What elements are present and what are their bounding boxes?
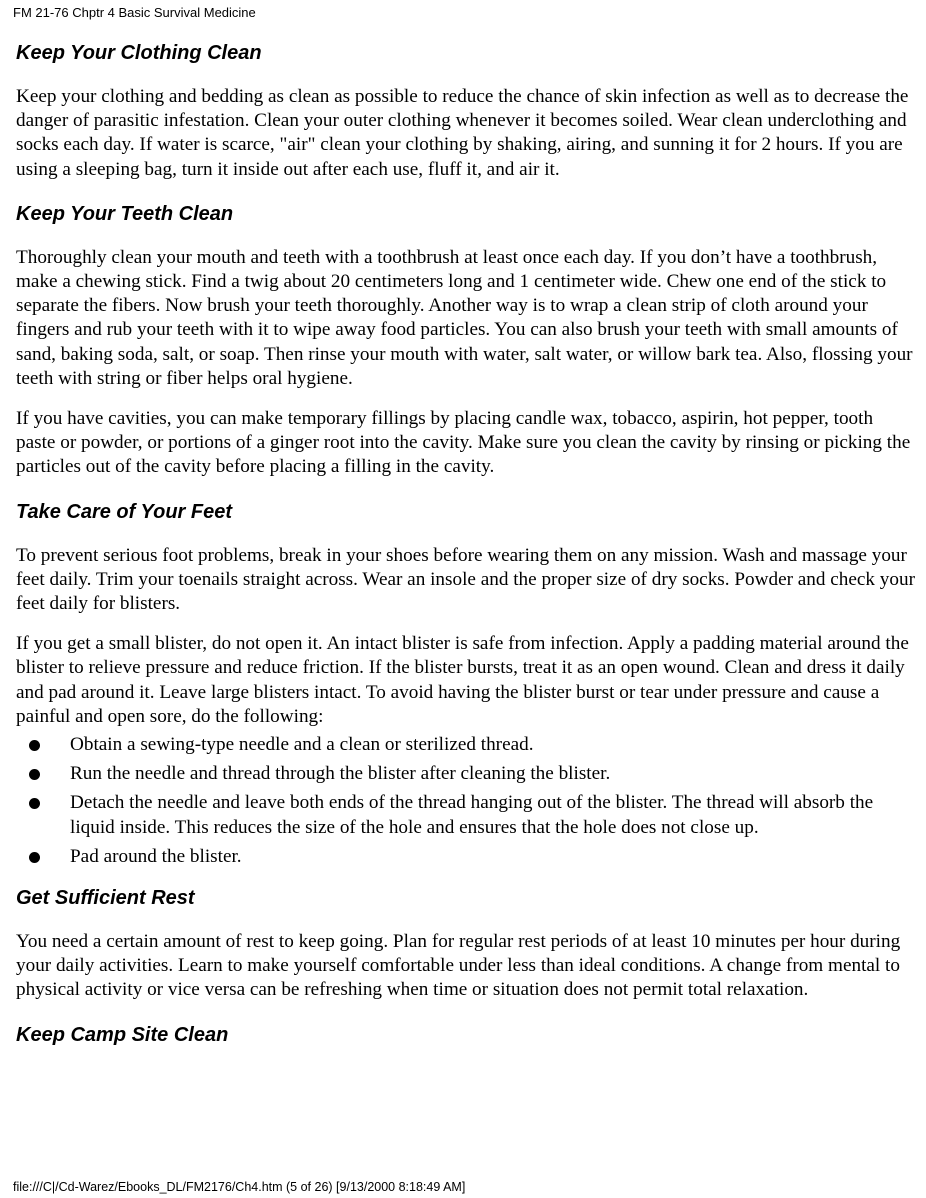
heading-clothing: Keep Your Clothing Clean [16, 42, 262, 64]
bullet-icon [29, 852, 40, 863]
bullet-icon [29, 740, 40, 751]
list-item-text: Pad around the blister. [70, 845, 242, 867]
heading-feet: Take Care of Your Feet [16, 500, 232, 523]
list-item [16, 791, 916, 839]
heading-teeth: Keep Your Teeth Clean [16, 202, 234, 225]
bullet-icon [29, 769, 40, 780]
heading-rest: Get Sufficient Rest [16, 887, 195, 910]
list-item-text: Obtain a sewing-type needle and a clean or sterilized thread. [70, 734, 534, 756]
bullet-icon [29, 798, 40, 809]
list-item [16, 733, 916, 757]
paragraph-feet-2: If you get a small blister, do not open it. An intact blister is safe from infection. Apply a padding material around the blister to relieve pressure and reduce friction. If the blister bursts, treat it as an open wound. Clean and dress it daily and pad around it. Leave large blisters intact. To avoid having the blister burst or tear under pressure and cause a painful and open sore, do the following: [16, 633, 909, 727]
list-item-text: Detach the needle and leave both ends of the thread hanging out of the blister. The thread will absorb the liquid inside. This reduces the size of the hole and ensures that the hole does not close up. [70, 792, 874, 838]
heading-camp: Keep Camp Site Clean [16, 1023, 229, 1046]
paragraph-feet-1: To prevent serious foot problems, break in your shoes before wearing them on any mission. Wash and massage your feet daily. Trim your toenails straight across. Wear an insole and the proper size of dry socks. Powder and check your feet daily for blisters. [16, 544, 915, 615]
paragraph-clothing: Keep your clothing and bedding as clean as possible to reduce the chance of skin infection as well as to decrease the danger of parasitic infestation. Clean your outer clothing whenever it becomes soiled. Wear clean underclothing and socks each day. If water is scarce, "air" clean your clothing by shaking, airing, and sunning it for 2 hours. If you are using a sleeping bag, turn it inside out after each use, fluff it, and air it. [16, 86, 909, 180]
page-footer: file:///C|/Cd-Warez/Ebooks_DL/FM2176/Ch4.htm (5 of 26) [9/13/2000 8:18:49 AM] [13, 1180, 466, 1194]
list-item [16, 762, 916, 786]
page-header: FM 21-76 Chptr 4 Basic Survival Medicine [13, 5, 256, 20]
document-body [16, 40, 916, 1048]
paragraph-teeth-1: Thoroughly clean your mouth and teeth with a toothbrush at least once each day. If you don’t have a toothbrush, make a chewing stick. Find a twig about 20 centimeters long and 1 centimeter wide. Chew one end of the stick to separate the fibers. Now brush your teeth thoroughly. Another way is to wrap a clean strip of cloth around your fingers and rub your teeth with it to wipe away food particles. You can also brush your teeth with small amounts of sand, baking soda, salt, or soap. Then rinse your mouth with water, salt water, or willow bark tea. Also, flossing your teeth with string or fiber helps oral hygiene. [16, 246, 913, 389]
blister-steps-list [16, 733, 916, 869]
list-item [16, 845, 916, 869]
paragraph-rest: You need a certain amount of rest to keep going. Plan for regular rest periods of at least 10 minutes per hour during your daily activities. Learn to make yourself comfortable under less than ideal conditions. A change from mental to physical activity or vice versa can be refreshing when time or situation does not permit total relaxation. [16, 931, 901, 1001]
paragraph-teeth-2: If you have cavities, you can make temporary fillings by placing candle wax, tobacco, aspirin, hot pepper, tooth paste or powder, or portions of a ginger root into the cavity. Make sure you clean the cavity by rinsing or picking the particles out of the cavity before placing a filling in the cavity. [16, 408, 911, 478]
list-item-text: Run the needle and thread through the blister after cleaning the blister. [70, 763, 611, 785]
